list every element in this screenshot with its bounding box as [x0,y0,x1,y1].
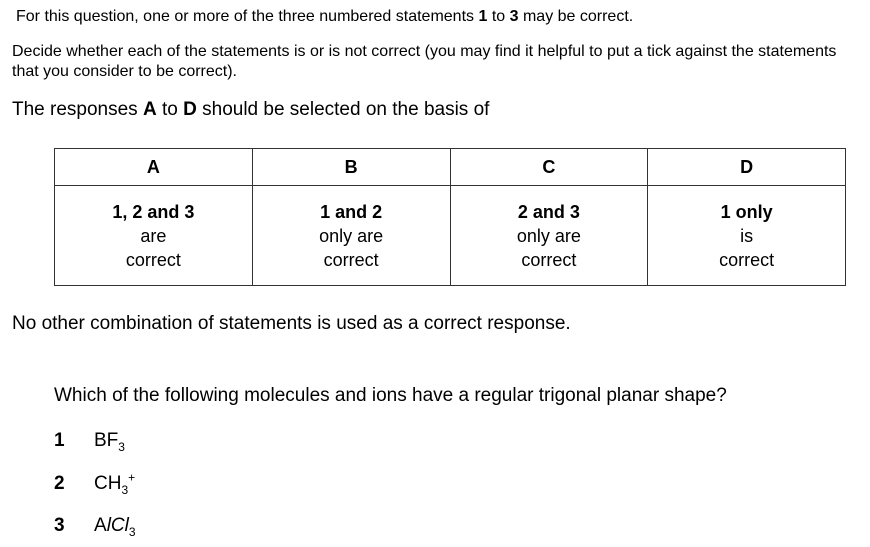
formula-italic: lC [106,515,125,536]
response-cell-d [648,186,846,286]
cell-text: is [740,225,754,246]
response-table [54,148,846,286]
cell-text: only are [516,225,581,246]
intro-bold-3: 3 [509,8,519,25]
response-header-row [55,149,846,186]
cell-text: correct [521,249,577,270]
response-header-a: A [55,149,253,186]
cell-statements: 1 and 2 [320,201,383,222]
response-header-b: B [252,149,450,186]
statement-number: 3 [54,515,65,536]
intro-text: to [487,8,510,25]
intro-line-1 [16,8,633,26]
statement-3 [54,515,136,537]
intro-text: should be selected on the basis of [196,99,490,120]
cell-text: correct [719,249,775,270]
response-header-d: D [648,149,846,186]
intro-line-3 [12,99,489,121]
formula-subscript: 3 [128,524,136,539]
response-cell-a [55,186,253,286]
question-text: Which of the following molecules and ions have a regular trigonal planar shape? [54,385,727,406]
footer-note: No other combination of statements is used as a correct response. [12,313,571,334]
formula-base: CH [94,473,122,494]
response-cell-b [252,186,450,286]
formula-superscript: + [128,470,136,485]
intro-text: The responses [12,99,143,120]
intro-bold-d: D [183,99,197,120]
response-body-row [55,186,846,286]
statement-number: 1 [54,430,65,451]
intro-bold-a: A [142,99,157,120]
formula-base: BF [94,430,119,451]
cell-text: are [140,225,167,246]
cell-text: only are [319,225,384,246]
cell-statements: 1, 2 and 3 [112,201,195,222]
intro-text: For this question, one or more of the three numbered statements [16,8,479,25]
response-header-c: C [450,149,648,186]
cell-text: correct [323,249,379,270]
statement-2 [54,470,136,497]
intro-line-2: Decide whether each of the statements is or is not correct (you may find it helpful to put a tick against the statements that you consider to be correct). [12,43,837,80]
formula-subscript: 3 [118,439,125,454]
intro-text: may be correct. [518,8,634,25]
formula-base: A [94,515,107,536]
intro-text: to [156,99,184,120]
cell-statements: 2 and 3 [517,201,580,222]
formula-subscript: 3 [121,482,129,497]
intro-bold-1: 1 [478,8,488,25]
formula-italic: l [124,515,129,536]
cell-text: correct [125,249,181,270]
response-cell-c [450,186,648,286]
cell-statements: 1 only [720,201,773,222]
statement-number: 2 [54,473,65,494]
statement-1 [54,430,125,452]
